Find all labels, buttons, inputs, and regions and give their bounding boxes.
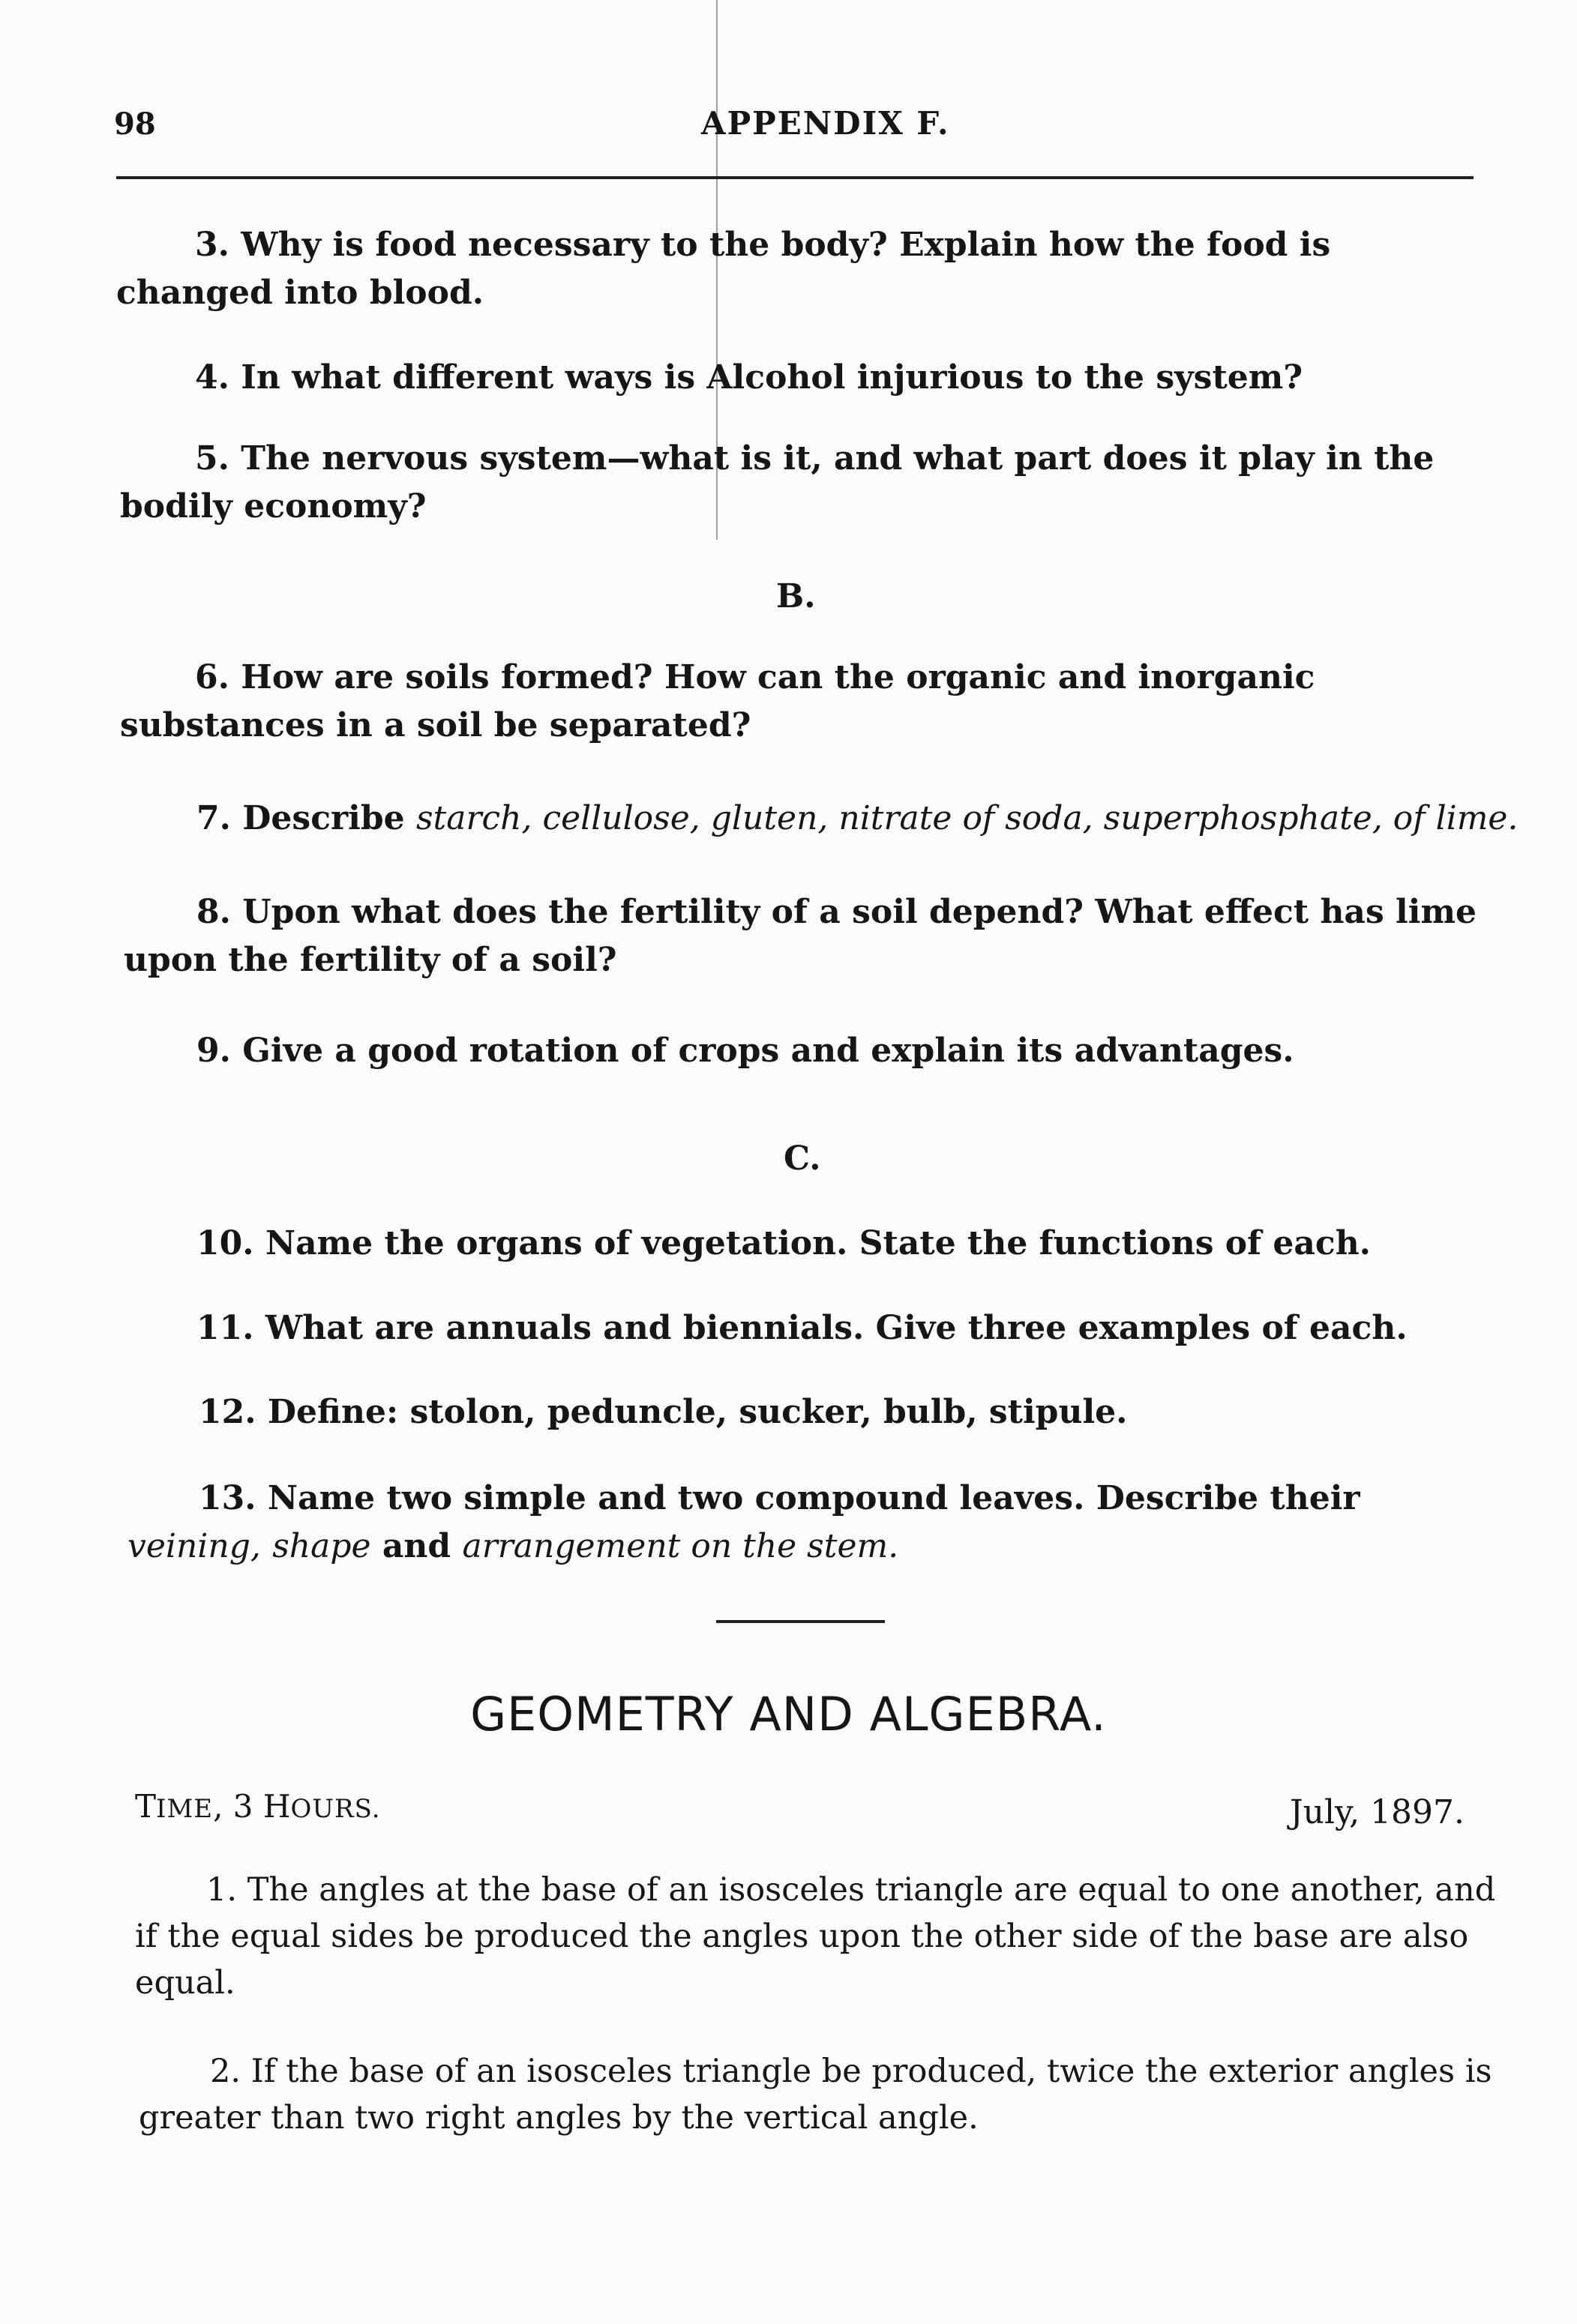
time-smallcaps-ours: OURS. xyxy=(290,1794,381,1824)
question-8 xyxy=(124,888,1496,984)
section-heading-c: C. xyxy=(784,1140,821,1178)
header-rule xyxy=(116,176,1474,179)
time-initial-t: T xyxy=(135,1788,157,1825)
running-head: APPENDIX F. xyxy=(701,105,950,142)
time-smallcaps-ime: IME xyxy=(156,1794,214,1824)
question-number: 13. xyxy=(199,1479,256,1517)
question-number: 9. xyxy=(196,1032,231,1070)
question-10 xyxy=(196,1220,1569,1268)
question-number: 5. xyxy=(195,439,229,478)
page-number: 98 xyxy=(114,106,156,142)
question-text: Why is food necessary to the body? Explain how the food is changed into blood. xyxy=(116,226,1331,312)
exam-date: July, 1897. xyxy=(1290,1793,1465,1831)
question-12 xyxy=(199,1388,1571,1436)
question-number: 10. xyxy=(196,1224,254,1262)
question-6 xyxy=(120,654,1492,750)
question-number: 8. xyxy=(196,893,231,931)
question-number: 3. xyxy=(195,226,229,264)
question-7 xyxy=(196,795,1569,843)
question-text: The angles at the base of an isosceles triangle are equal to one another, and if the equal sides be produced the angles upon the other side of the base are also equal. xyxy=(135,1871,1496,2002)
question-number: 11. xyxy=(196,1309,254,1347)
question-4 xyxy=(195,354,1567,402)
time-allowed xyxy=(135,1788,381,1825)
question-number: 12. xyxy=(199,1393,256,1431)
section-title: GEOMETRY AND ALGEBRA. xyxy=(470,1687,1107,1742)
question-text-and: and xyxy=(382,1527,451,1565)
question-italic-veining: veining, xyxy=(127,1527,261,1565)
question-terms: starch, cellulose, gluten, nitrate of soda, superphosphate, of lime. xyxy=(415,799,1519,837)
geometry-question-2 xyxy=(139,2048,1500,2141)
question-number: 1. xyxy=(206,1871,238,1909)
question-number: 2. xyxy=(210,2053,241,2090)
question-text: The nervous system—what is it, and what part does it play in the bodily economy? xyxy=(120,439,1435,526)
question-italic-arrangement: arrangement on the stem. xyxy=(462,1527,899,1565)
question-text: In what different ways is Alcohol injurious to the system? xyxy=(241,358,1303,397)
question-number: 6. xyxy=(195,658,229,696)
question-11 xyxy=(196,1304,1569,1352)
time-number: , 3 xyxy=(213,1788,263,1825)
question-text: If the base of an isosceles triangle be produced, twice the exterior angles is greater than two right angles by the vertical angle. xyxy=(139,2053,1492,2137)
question-5 xyxy=(120,435,1492,531)
question-text: Define: stolon, peduncle, sucker, bulb, stipule. xyxy=(267,1393,1128,1431)
question-text: Name the organs of vegetation. State the functions of each. xyxy=(265,1224,1371,1262)
question-text: Name two simple and two compound leaves. Describe their xyxy=(267,1479,1360,1517)
question-3 xyxy=(116,221,1489,317)
question-text: How are soils formed? How can the organic and inorganic substances in a soil be separated? xyxy=(120,658,1315,744)
time-initial-h: H xyxy=(262,1788,291,1825)
question-9 xyxy=(196,1027,1569,1075)
question-text: Upon what does the fertility of a soil depend? What effect has lime upon the fertility of a soil? xyxy=(124,893,1477,979)
question-lead: Describe xyxy=(242,799,405,837)
section-divider-rule xyxy=(716,1620,885,1623)
question-number: 7. xyxy=(196,799,231,837)
question-number: 4. xyxy=(195,358,229,397)
question-text: What are annuals and biennials. Give three examples of each. xyxy=(265,1309,1408,1347)
question-13 xyxy=(127,1475,1500,1571)
geometry-question-1 xyxy=(135,1867,1496,2006)
question-italic-shape: shape xyxy=(272,1527,371,1565)
section-heading-b: B. xyxy=(776,577,816,615)
question-text: Give a good rotation of crops and explain its advantages. xyxy=(242,1032,1294,1070)
